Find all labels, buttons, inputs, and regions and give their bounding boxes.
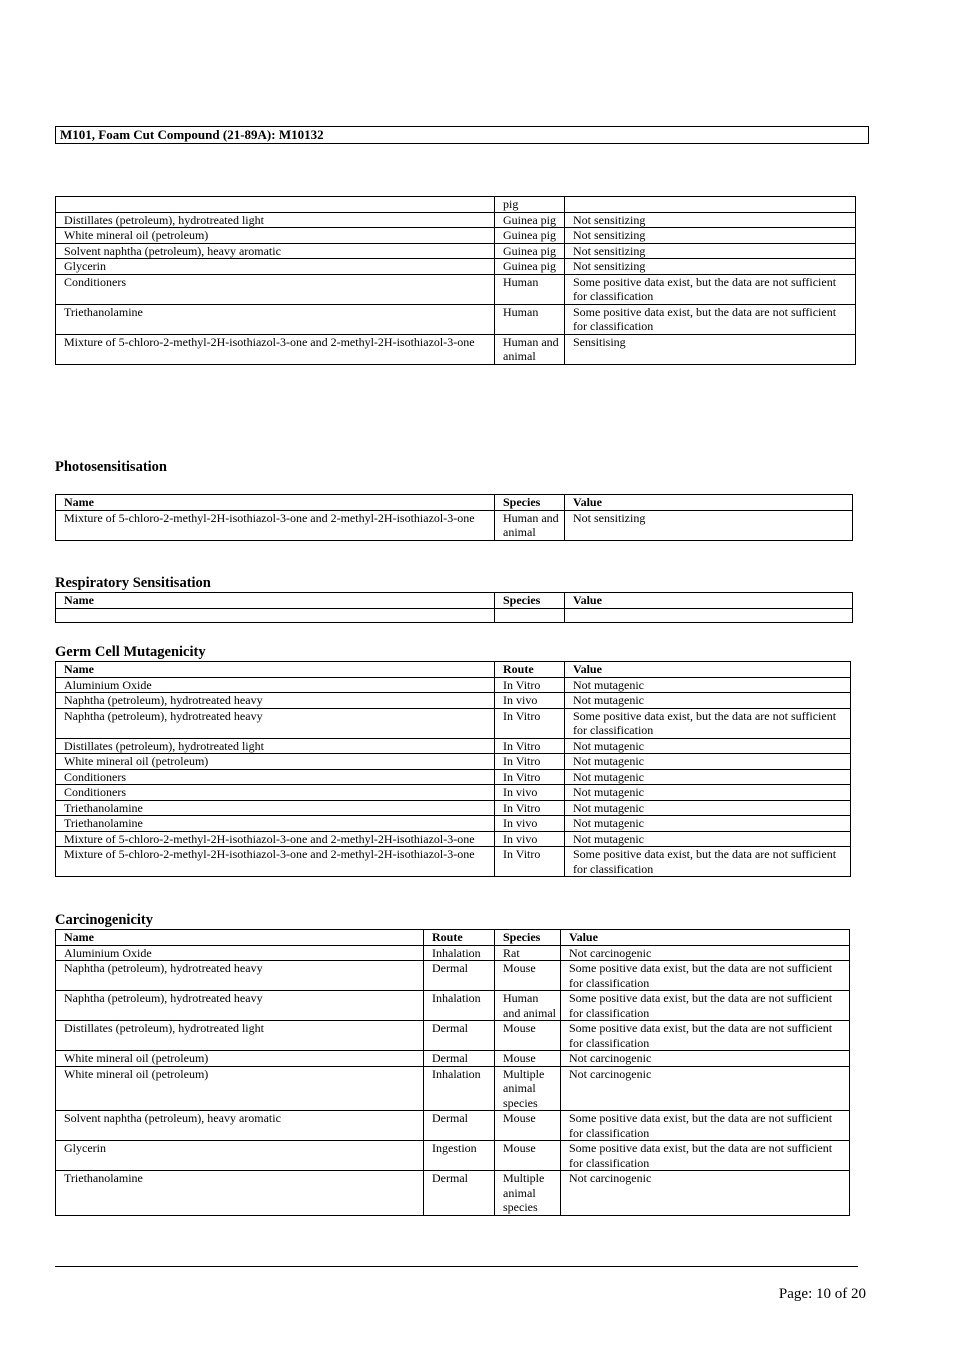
table-cell: In Vitro <box>495 847 565 877</box>
table-cell: Mixture of 5-chloro-2-methyl-2H-isothiazol-3-one and 2-methyl-2H-isothiazol-3-one <box>56 334 495 364</box>
table-cell: Not carcinogenic <box>561 1066 850 1111</box>
table-cell: Triethanolamine <box>56 816 495 832</box>
table-cell: Human <box>495 274 565 304</box>
section-title-carcinogenicity: Carcinogenicity <box>55 912 153 928</box>
column-header: Value <box>565 495 853 511</box>
table-cell <box>56 197 495 213</box>
table-row <box>56 1171 850 1216</box>
table-cell: Dermal <box>424 1171 495 1216</box>
table-cell: Aluminium Oxide <box>56 677 495 693</box>
skin-sensitisation-table <box>55 196 856 365</box>
table-row <box>56 754 851 770</box>
column-header: Name <box>56 593 495 609</box>
germ-cell-mutagenicity-table <box>55 661 851 877</box>
table-cell: Distillates (petroleum), hydrotreated light <box>56 1021 424 1051</box>
table-cell: Not mutagenic <box>565 754 851 770</box>
table-cell: Some positive data exist, but the data are not sufficient for classification <box>565 708 851 738</box>
table-row <box>56 738 851 754</box>
table-cell: Not sensitizing <box>565 243 856 259</box>
table-cell: Some positive data exist, but the data are not sufficient for classification <box>561 1111 850 1141</box>
table-cell: Dermal <box>424 961 495 991</box>
table-row <box>56 800 851 816</box>
table-cell: Not mutagenic <box>565 800 851 816</box>
table-cell: Human and animal <box>495 334 565 364</box>
table-cell: Not sensitizing <box>565 228 856 244</box>
column-header: Value <box>565 662 851 678</box>
table-cell: Naphtha (petroleum), hydrotreated heavy <box>56 991 424 1021</box>
document-header-title: M101, Foam Cut Compound (21-89A): M10132 <box>55 126 869 144</box>
column-header: Value <box>561 930 850 946</box>
column-header: Name <box>56 930 424 946</box>
table-cell: Not mutagenic <box>565 677 851 693</box>
column-header: Name <box>56 495 495 511</box>
table-cell: Mouse <box>495 1021 561 1051</box>
column-header: Route <box>495 662 565 678</box>
table-cell <box>565 608 853 622</box>
table-row <box>56 243 856 259</box>
table-cell: Guinea pig <box>495 212 565 228</box>
section-title-germ-cell-mutagenicity: Germ Cell Mutagenicity <box>55 644 206 660</box>
table-header-row <box>56 662 851 678</box>
table-row <box>56 677 851 693</box>
table-cell: Some positive data exist, but the data are not sufficient for classification <box>561 1141 850 1171</box>
table-cell: In Vitro <box>495 800 565 816</box>
table-cell: Solvent naphtha (petroleum), heavy aromatic <box>56 1111 424 1141</box>
table-cell: Rat <box>495 945 561 961</box>
table-cell: In Vitro <box>495 738 565 754</box>
table-cell: Aluminium Oxide <box>56 945 424 961</box>
table-header-row <box>56 593 853 609</box>
table-cell: Naphtha (petroleum), hydrotreated heavy <box>56 708 495 738</box>
table-cell: Glycerin <box>56 259 495 275</box>
table-cell: Conditioners <box>56 769 495 785</box>
table-row <box>56 816 851 832</box>
table-cell: Mixture of 5-chloro-2-methyl-2H-isothiazol-3-one and 2-methyl-2H-isothiazol-3-one <box>56 831 495 847</box>
table-row <box>56 1051 850 1067</box>
table-cell: White mineral oil (petroleum) <box>56 228 495 244</box>
table-cell: Not mutagenic <box>565 831 851 847</box>
table-cell: Mixture of 5-chloro-2-methyl-2H-isothiazol-3-one and 2-methyl-2H-isothiazol-3-one <box>56 510 495 540</box>
table-row <box>56 785 851 801</box>
table-cell <box>565 197 856 213</box>
table-cell: Conditioners <box>56 274 495 304</box>
table-row <box>56 847 851 877</box>
table-cell: Distillates (petroleum), hydrotreated light <box>56 212 495 228</box>
table-cell: Not sensitizing <box>565 212 856 228</box>
table-row <box>56 991 850 1021</box>
table-row <box>56 608 853 622</box>
photosensitisation-table <box>55 494 853 541</box>
table-cell: Some positive data exist, but the data are not sufficient for classification <box>565 847 851 877</box>
table-cell: Distillates (petroleum), hydrotreated light <box>56 738 495 754</box>
table-row <box>56 708 851 738</box>
table-header-row <box>56 930 850 946</box>
table-cell: Multiple animal species <box>495 1066 561 1111</box>
table-cell: Triethanolamine <box>56 800 495 816</box>
table-cell: In Vitro <box>495 708 565 738</box>
table-cell: Some positive data exist, but the data are not sufficient for classification <box>561 1021 850 1051</box>
table-cell: Guinea pig <box>495 259 565 275</box>
table-cell: In vivo <box>495 831 565 847</box>
table-cell: Mouse <box>495 1051 561 1067</box>
table-row <box>56 1066 850 1111</box>
table-cell: Guinea pig <box>495 243 565 259</box>
table-cell: pig <box>495 197 565 213</box>
column-header: Value <box>565 593 853 609</box>
table-cell: Guinea pig <box>495 228 565 244</box>
table-cell: Triethanolamine <box>56 1171 424 1216</box>
table-cell: Triethanolamine <box>56 304 495 334</box>
table-row <box>56 510 853 540</box>
section-title-respiratory-sensitisation: Respiratory Sensitisation <box>55 575 211 591</box>
table-cell: Some positive data exist, but the data are not sufficient for classification <box>565 304 856 334</box>
table-cell: Not carcinogenic <box>561 945 850 961</box>
column-header: Name <box>56 662 495 678</box>
table-cell: Naphtha (petroleum), hydrotreated heavy <box>56 961 424 991</box>
column-header: Species <box>495 930 561 946</box>
table-cell: Mouse <box>495 961 561 991</box>
table-cell: In vivo <box>495 693 565 709</box>
table-row <box>56 693 851 709</box>
table-cell: White mineral oil (petroleum) <box>56 754 495 770</box>
table-header-row <box>56 495 853 511</box>
table-row <box>56 1111 850 1141</box>
carcinogenicity-table <box>55 929 850 1216</box>
table-cell: Human and animal <box>495 510 565 540</box>
table-cell: In Vitro <box>495 769 565 785</box>
table-cell: In vivo <box>495 785 565 801</box>
table-cell: Inhalation <box>424 991 495 1021</box>
table-cell: Inhalation <box>424 945 495 961</box>
table-cell: Conditioners <box>56 785 495 801</box>
table-row <box>56 259 856 275</box>
table-cell: Not mutagenic <box>565 785 851 801</box>
column-header: Species <box>495 593 565 609</box>
table-row <box>56 945 850 961</box>
table-cell: Inhalation <box>424 1066 495 1111</box>
table-row <box>56 212 856 228</box>
table-cell <box>56 608 495 622</box>
table-row <box>56 961 850 991</box>
table-cell: Mouse <box>495 1111 561 1141</box>
table-row <box>56 274 856 304</box>
table-cell: Not mutagenic <box>565 738 851 754</box>
table-cell: Dermal <box>424 1111 495 1141</box>
table-cell: Some positive data exist, but the data are not sufficient for classification <box>561 991 850 1021</box>
table-cell: In Vitro <box>495 754 565 770</box>
table-cell: Dermal <box>424 1051 495 1067</box>
table-cell: Ingestion <box>424 1141 495 1171</box>
page-number: Page: 10 of 20 <box>778 1286 866 1302</box>
section-title-photosensitisation: Photosensitisation <box>55 459 167 475</box>
table-cell: Dermal <box>424 1021 495 1051</box>
table-row <box>56 334 856 364</box>
table-cell: Not mutagenic <box>565 816 851 832</box>
table-cell: Multiple animal species <box>495 1171 561 1216</box>
table-row <box>56 228 856 244</box>
table-cell: Human <box>495 304 565 334</box>
table-cell: Some positive data exist, but the data are not sufficient for classification <box>565 274 856 304</box>
column-header: Species <box>495 495 565 511</box>
footer-divider <box>55 1266 858 1267</box>
table-cell: White mineral oil (petroleum) <box>56 1051 424 1067</box>
table-cell: In vivo <box>495 816 565 832</box>
respiratory-sensitisation-table <box>55 592 853 623</box>
table-cell: White mineral oil (petroleum) <box>56 1066 424 1111</box>
table-row <box>56 769 851 785</box>
table-row <box>56 304 856 334</box>
table-cell: Naphtha (petroleum), hydrotreated heavy <box>56 693 495 709</box>
table-cell: Not sensitizing <box>565 510 853 540</box>
table-cell <box>495 608 565 622</box>
table-cell: Not mutagenic <box>565 693 851 709</box>
table-cell: Some positive data exist, but the data are not sufficient for classification <box>561 961 850 991</box>
table-row <box>56 831 851 847</box>
table-cell: Not mutagenic <box>565 769 851 785</box>
table-row <box>56 1021 850 1051</box>
table-cell: Mixture of 5-chloro-2-methyl-2H-isothiazol-3-one and 2-methyl-2H-isothiazol-3-one <box>56 847 495 877</box>
table-cell: Not carcinogenic <box>561 1051 850 1067</box>
table-cell: Solvent naphtha (petroleum), heavy aromatic <box>56 243 495 259</box>
table-cell: Mouse <box>495 1141 561 1171</box>
table-row <box>56 1141 850 1171</box>
table-cell: Glycerin <box>56 1141 424 1171</box>
table-cell: Human and animal <box>495 991 561 1021</box>
table-cell: Not carcinogenic <box>561 1171 850 1216</box>
table-cell: In Vitro <box>495 677 565 693</box>
table-cell: Sensitising <box>565 334 856 364</box>
table-cell: Not sensitizing <box>565 259 856 275</box>
column-header: Route <box>424 930 495 946</box>
table-row <box>56 197 856 213</box>
